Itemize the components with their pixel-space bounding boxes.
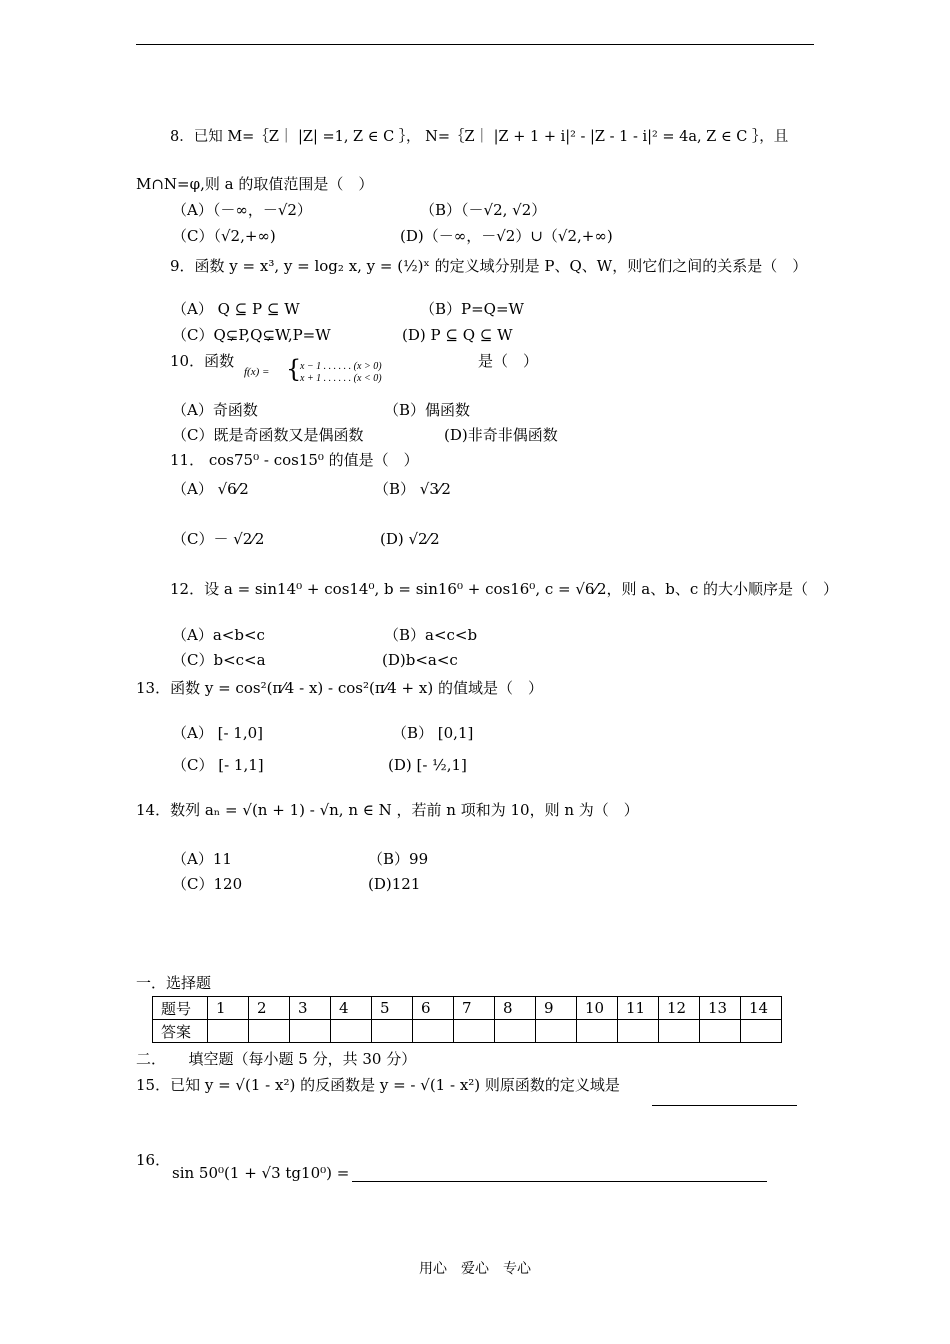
question-12-stem: 12．设 a = sin14⁰ + cos14⁰, b = sin16⁰ + cos16⁰, c = √6⁄2，则 a、b、c 的大小顺序是（ ） <box>170 580 838 598</box>
question-10-option-d: (D)非奇非偶函数 <box>444 426 558 444</box>
answer-table-number-row <box>153 997 782 1020</box>
question-9-option-b: （B）P=Q=W <box>420 300 524 318</box>
question-11-option-a: （A） √6⁄2 <box>172 480 249 498</box>
question-14-stem: 14．数列 aₙ = √(n + 1) - √n, n ∈ N ，若前 n 项和为 10，则 n 为（ ） <box>136 801 639 819</box>
answer-cell[interactable] <box>577 1020 618 1043</box>
answer-cell[interactable] <box>536 1020 577 1043</box>
question-12-option-d: (D)b<a<c <box>382 651 458 669</box>
table-cell-number: 13 <box>700 997 741 1020</box>
table-cell-number: 9 <box>536 997 577 1020</box>
question-11-option-b: （B） √3⁄2 <box>374 480 451 498</box>
question-10-brace: { <box>286 355 302 383</box>
table-cell-number: 10 <box>577 997 618 1020</box>
table-cell-number: 4 <box>331 997 372 1020</box>
question-14-option-a: （A）11 <box>172 850 232 868</box>
answer-cell[interactable] <box>659 1020 700 1043</box>
question-15-stem: 15．已知 y = √(1 - x²) 的反函数是 y = - √(1 - x²) 则原函数的定义域是 <box>136 1076 620 1094</box>
question-12-option-b: （B）a<c<b <box>384 626 478 644</box>
table-header-question-number: 题号 <box>153 997 208 1020</box>
table-cell-number: 2 <box>249 997 290 1020</box>
section-2-heading: 二． 填空题（每小题 5 分，共 30 分） <box>136 1050 417 1068</box>
section-1-heading: 一．选择题 <box>136 974 212 992</box>
answer-cell[interactable] <box>454 1020 495 1043</box>
question-12-option-c: （C）b<c<a <box>172 651 266 669</box>
answer-cell[interactable] <box>700 1020 741 1043</box>
question-16-expression: sin 50⁰(1 + √3 tg10⁰) = <box>172 1164 350 1182</box>
table-cell-number: 6 <box>413 997 454 1020</box>
question-9-option-a: （A） Q ⊆ P ⊆ W <box>172 300 300 318</box>
question-13-option-d: (D) [- ½,1] <box>388 756 467 774</box>
table-cell-number: 12 <box>659 997 700 1020</box>
question-8-option-b: （B）（－√2, √2） <box>420 201 547 219</box>
table-cell-number: 8 <box>495 997 536 1020</box>
question-14-option-b: （B）99 <box>368 850 429 868</box>
header-rule <box>136 44 814 45</box>
answer-cell[interactable] <box>618 1020 659 1043</box>
answer-cell[interactable] <box>208 1020 249 1043</box>
question-10-option-a: （A）奇函数 <box>172 401 258 419</box>
question-15-answer-blank[interactable] <box>652 1105 797 1106</box>
answer-table <box>152 996 782 1043</box>
question-16-number: 16． <box>136 1151 171 1169</box>
question-14-option-d: (D)121 <box>368 875 421 893</box>
table-cell-number: 5 <box>372 997 413 1020</box>
question-8-option-a: （A）（－∞，－√2） <box>172 201 312 219</box>
question-10-option-c: （C）既是奇函数又是偶函数 <box>172 426 364 444</box>
question-13-option-b: （B） [0,1] <box>392 724 474 742</box>
answer-cell[interactable] <box>741 1020 782 1043</box>
question-12-option-a: （A）a<b<c <box>172 626 265 644</box>
table-cell-number: 3 <box>290 997 331 1020</box>
question-16-answer-blank[interactable] <box>352 1181 767 1182</box>
question-9-stem: 9．函数 y = x³, y = log₂ x, y = (½)ˣ 的定义域分别是 P、Q、W，则它们之间的关系是（ ） <box>170 257 808 275</box>
table-header-answer: 答案 <box>153 1020 208 1043</box>
answer-table-answer-row <box>153 1020 782 1043</box>
question-13-option-c: （C） [- 1,1] <box>172 756 264 774</box>
question-14-option-c: （C）120 <box>172 875 243 893</box>
question-11-option-d: (D) √2⁄2 <box>380 530 440 548</box>
question-8-option-d: (D)（－∞，－√2）∪（√2,+∞) <box>400 227 613 245</box>
question-10-function: f(x) = <box>244 366 270 378</box>
question-13-stem: 13．函数 y = cos²(π⁄4 - x) - cos²(π⁄4 + x) 的值域是（ ） <box>136 679 543 697</box>
question-10-option-b: （B）偶函数 <box>384 401 471 419</box>
table-cell-number: 14 <box>741 997 782 1020</box>
answer-cell[interactable] <box>413 1020 454 1043</box>
question-8-option-c: （C）（√2,+∞) <box>172 227 276 245</box>
answer-cell[interactable] <box>249 1020 290 1043</box>
question-10-stem-post: 是（ ） <box>478 352 539 370</box>
question-9-option-c: （C）Q⊊P,Q⊊W,P=W <box>172 326 331 344</box>
question-10-case-2: x + 1 . . . . . . (x < 0) <box>300 373 382 384</box>
page-footer: 用心 爱心 专心 <box>419 1261 531 1277</box>
answer-cell[interactable] <box>290 1020 331 1043</box>
table-cell-number: 11 <box>618 997 659 1020</box>
table-cell-number: 7 <box>454 997 495 1020</box>
question-8-line1: 8．已知 M=｛Z｜ |Z| =1, Z ∈ C ｝， N=｛Z｜ |Z + 1 + i|² - |Z - 1 - i|² = 4a, Z ∈ C ｝，且 <box>170 129 789 145</box>
answer-cell[interactable] <box>331 1020 372 1043</box>
question-9-option-d: (D) P ⊆ Q ⊆ W <box>402 326 513 344</box>
question-8-line2: M∩N=φ,则 a 的取值范围是（ ） <box>136 175 374 193</box>
table-cell-number: 1 <box>208 997 249 1020</box>
question-13-option-a: （A） [- 1,0] <box>172 724 263 742</box>
question-11-option-c: （C）－ √2⁄2 <box>172 530 265 548</box>
answer-cell[interactable] <box>372 1020 413 1043</box>
question-10-stem-pre: 10．函数 <box>170 352 235 370</box>
question-11-stem: 11． cos75⁰ - cos15⁰ 的值是（ ） <box>170 451 419 469</box>
question-10-case-1: x − 1 . . . . . . (x > 0) <box>300 361 382 372</box>
answer-cell[interactable] <box>495 1020 536 1043</box>
